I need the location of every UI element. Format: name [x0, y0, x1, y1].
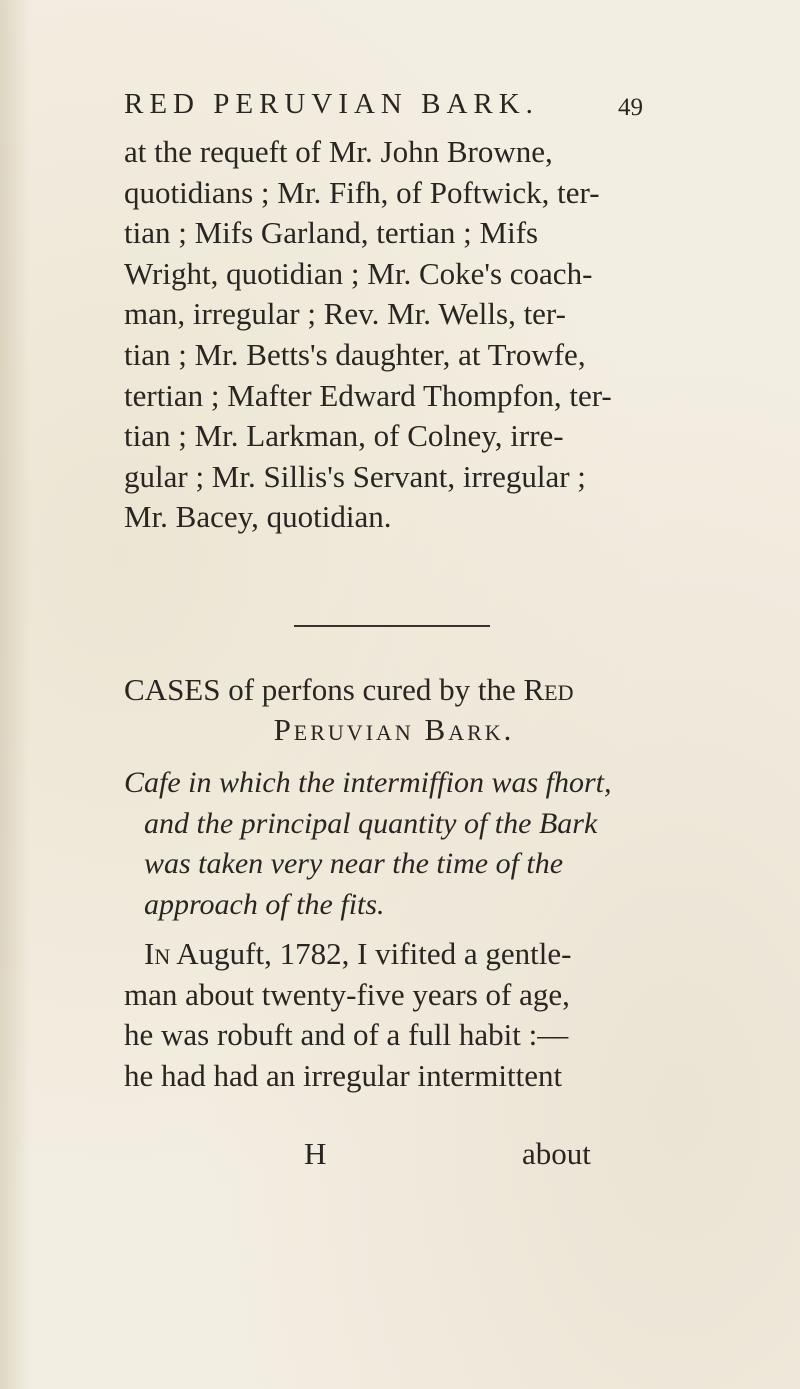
section-heading-line-2: Peruvian Bark.	[273, 712, 515, 747]
running-head	[124, 88, 654, 124]
text-line: tertian ; Mafter Edward Thompfon, ter-	[124, 377, 612, 413]
text-line: man, irregular ; Rev. Mr. Wells, ter-	[124, 296, 566, 332]
running-head-title: RED PERUVIAN BARK.	[124, 88, 539, 120]
lead-small-caps: In	[144, 936, 171, 971]
text-line: he had had an irregular intermittent	[124, 1057, 563, 1093]
case-title-line: and the principal quantity of the Bark	[144, 806, 598, 840]
text-line: Mr. Bacey, quotidian.	[124, 499, 392, 535]
section-heading-line-1	[124, 670, 672, 710]
text-line: he was robuft and of a full habit :—	[124, 1017, 569, 1053]
case-title	[124, 763, 684, 925]
page-edge-shadow	[0, 0, 30, 1389]
text-line	[124, 934, 672, 975]
text-line: tian ; Mr. Larkman, of Colney, irre-	[124, 418, 564, 454]
text-run: Auguft, 1782, I vifited a gentle-	[170, 936, 572, 971]
text-line: tian ; Mr. Betts's daughter, at Trowfe,	[124, 336, 586, 372]
page-footer	[124, 1136, 672, 1178]
page-number: 49	[618, 94, 643, 121]
text-line: man about twenty-five years of age,	[124, 976, 570, 1012]
case-title-line: was taken very near the time of the	[144, 847, 564, 881]
paragraph-patient-list	[124, 132, 672, 538]
signature-mark: H	[304, 1136, 327, 1171]
case-title-line: approach of the fits.	[144, 887, 385, 921]
section-heading	[124, 670, 672, 750]
section-divider-rule	[294, 625, 490, 627]
text-line: at the requeft of Mr. John Browne,	[124, 134, 553, 169]
text-line: quotidians ; Mr. Fifh, of Poftwick, ter-	[124, 174, 600, 210]
text-line: tian ; Mifs Garland, tertian ; Mifs	[124, 215, 539, 251]
catchword: about	[522, 1136, 591, 1171]
heading-small-caps: Red	[523, 672, 574, 707]
paragraph-case-narrative	[124, 934, 672, 1096]
case-title-line: Cafe in which the intermiffion was fhort,	[124, 766, 612, 799]
text-line: gular ; Mr. Sillis's Servant, irregular ;	[124, 458, 586, 494]
text-line: Wright, quotidian ; Mr. Coke's coach-	[124, 255, 593, 291]
heading-text: CASES of perfons cured by the	[124, 672, 524, 707]
